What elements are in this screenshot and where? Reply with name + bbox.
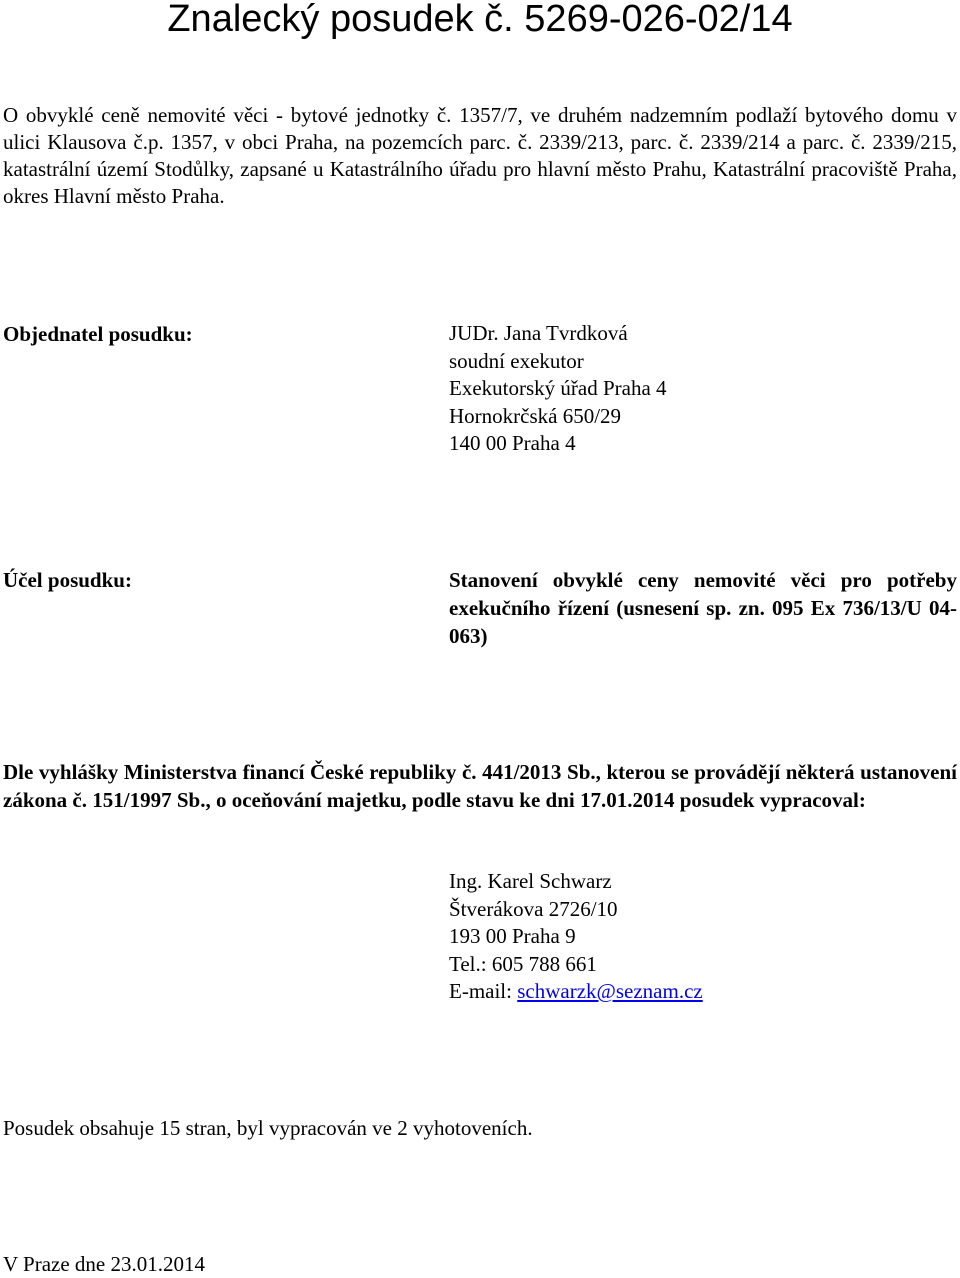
purpose-text: Stanovení obvyklé ceny nemovité věci pro potřeby exekučního řízení (usnesení sp. zn. 095 Ex 736/13/U 04-063) (449, 568, 957, 648)
client-role: soudní exekutor (449, 348, 584, 373)
client-street: Hornokrčská 650/29 (449, 403, 622, 428)
client-city: 140 00 Praha 4 (449, 431, 576, 455)
client-label: Objednatel posudku: (3, 322, 193, 346)
pages-note: Posudek obsahuje 15 stran, byl vypracován ve 2 vyhotoveních. (3, 1116, 533, 1140)
intro-paragraph: O obvyklé ceně nemovité věci - bytové jednotky č. 1357/7, ve druhém nadzemním podlaží bytového domu v ulici Klausova č.p. 1357, v obci Praha, na pozemcích parc. č. 2339/213, parc. č. 2339/214 a parc. č. 2339/215, katastrální území Stodůlky, zapsané u Katastrálního úřadu pro hlavní město Prahu, Katastrální pracoviště Praha, okres Hlavní město Praha. (3, 103, 957, 208)
author-email-line (449, 978, 957, 1006)
author-name: Ing. Karel Schwarz (449, 869, 612, 893)
client-address-block (449, 320, 957, 458)
regulation-paragraph: Dle vyhlášky Ministerstva financí České republiky č. 441/2013 Sb., kterou se provádějí některá ustanovení zákona č. 151/1997 Sb., o oceňování majetku, podle stavu ke dni 17.01.2014 posudek vypracoval: (3, 760, 957, 812)
document-date: V Praze dne 23.01.2014 (3, 1252, 205, 1276)
purpose-label: Účel posudku: (3, 568, 132, 592)
author-email-label: E-mail: (449, 979, 518, 1003)
client-name: JUDr. Jana Tvrdková (449, 321, 628, 345)
author-email-link[interactable]: schwarzk@seznam.cz (517, 979, 703, 1003)
document-title: Znalecký posudek č. 5269-026-02/14 (167, 0, 793, 40)
author-street: Štverákova 2726/10 (449, 896, 618, 921)
client-office: Exekutorský úřad Praha 4 (449, 376, 667, 400)
author-city: 193 00 Praha 9 (449, 924, 576, 948)
author-phone: Tel.: 605 788 661 (449, 951, 597, 976)
author-block (449, 868, 957, 1006)
